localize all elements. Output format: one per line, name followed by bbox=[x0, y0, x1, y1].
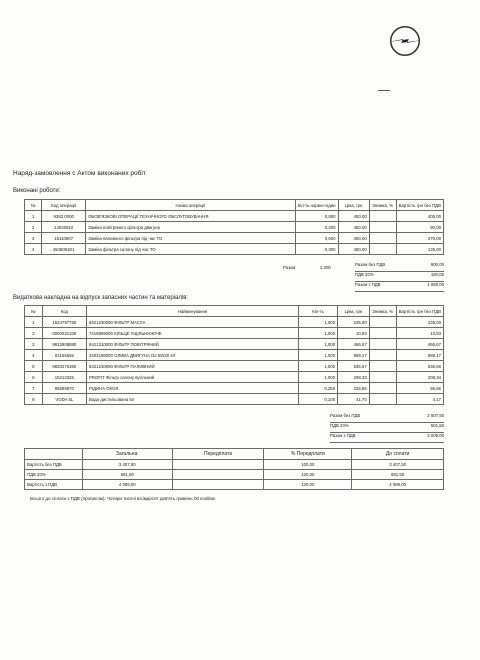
parts-cell: 208,34 bbox=[396, 372, 443, 383]
works-cell: 9383 0000 bbox=[42, 211, 86, 222]
parts-table bbox=[24, 305, 444, 405]
parts-cell: 1,000 bbox=[299, 328, 338, 339]
parts-cell: 8 bbox=[25, 394, 43, 405]
parts-total-value: 3 009,00 bbox=[402, 433, 444, 443]
summary-cell bbox=[172, 470, 264, 480]
parts-row bbox=[25, 361, 444, 372]
summary-cell: 4 089,00 bbox=[82, 480, 172, 490]
parts-header-cell: Знижка, % bbox=[369, 306, 396, 317]
parts-cell: РІДИНА ОХОЛ. bbox=[87, 383, 299, 394]
works-header-cell: Ціна, грн bbox=[338, 200, 369, 211]
works-cell: 2 bbox=[25, 222, 42, 233]
works-total-label: Разом з ПДВ bbox=[355, 282, 403, 292]
works-razom-hours: 2,000 bbox=[320, 265, 331, 270]
parts-cell: 6 bbox=[25, 372, 43, 383]
parts-row bbox=[25, 339, 444, 350]
summary-cell: 4 089,00 bbox=[352, 480, 444, 490]
parts-cell: 536,67 bbox=[338, 361, 370, 372]
works-cell: 4945091E1 bbox=[42, 244, 86, 255]
parts-cell: VODA 5L bbox=[42, 394, 86, 405]
parts-cell: 2 bbox=[25, 328, 43, 339]
parts-cell: 41,70 bbox=[338, 394, 370, 405]
parts-cell: 93165556 bbox=[42, 350, 86, 361]
parts-header-cell: Вартість грн без ПДВ bbox=[396, 306, 443, 317]
works-cell: Заміна повітряного фільтра двигуна bbox=[86, 222, 296, 233]
parts-cell: 536,66 bbox=[396, 361, 443, 372]
works-cell: 270,00 bbox=[396, 233, 443, 244]
parts-cell: 10,83 bbox=[396, 328, 443, 339]
parts-row bbox=[25, 394, 444, 405]
parts-cell bbox=[369, 350, 396, 361]
parts-total-label: Разом з ПДВ bbox=[330, 433, 402, 443]
works-cell bbox=[369, 244, 396, 255]
scan-mark bbox=[378, 90, 390, 91]
parts-cell: 0,250 bbox=[299, 383, 338, 394]
parts-row bbox=[25, 372, 444, 383]
parts-cell bbox=[369, 383, 396, 394]
parts-cell bbox=[369, 317, 396, 328]
parts-cell: 15212325 bbox=[42, 372, 86, 383]
parts-cell: 9820276380 bbox=[42, 361, 86, 372]
summary-cell: Вартість без ПДВ bbox=[25, 460, 83, 470]
parts-cell: 1 bbox=[25, 317, 43, 328]
parts-cell: 0000031336 bbox=[42, 328, 86, 339]
works-header-cell: Назва операції bbox=[86, 200, 296, 211]
works-header-cell: Вартість грн без ПДВ bbox=[396, 200, 443, 211]
works-heading: Виконані роботи: bbox=[13, 188, 61, 194]
parts-total-value: 501,50 bbox=[402, 423, 444, 433]
works-cell: 0,600 bbox=[295, 233, 338, 244]
works-cell: 405,00 bbox=[396, 211, 443, 222]
works-cell: 3 bbox=[25, 233, 42, 244]
parts-cell bbox=[369, 339, 396, 350]
works-cell: 15110907 bbox=[42, 233, 86, 244]
works-total-label: ПДВ 20% bbox=[355, 272, 403, 282]
parts-header-cell: № bbox=[25, 306, 43, 317]
parts-cell: 1,000 bbox=[299, 350, 338, 361]
works-cell: 450,00 bbox=[338, 211, 369, 222]
parts-row bbox=[25, 383, 444, 394]
summary-cell: Вартість з ПДВ bbox=[25, 480, 83, 490]
parts-total-value: 2 507,50 bbox=[402, 413, 444, 423]
works-razom-label: Разом bbox=[283, 265, 296, 270]
works-cell: 1 bbox=[25, 211, 42, 222]
parts-cell: 5 bbox=[25, 361, 43, 372]
works-cell: 135,00 bbox=[396, 244, 443, 255]
parts-cell: 8421230090 ФІЛЬТР МАСЛА bbox=[87, 317, 299, 328]
works-cell: 4 bbox=[25, 244, 42, 255]
parts-cell: 466,67 bbox=[396, 339, 443, 350]
parts-header-cell: Найменування bbox=[87, 306, 299, 317]
parts-cell: 989,17 bbox=[338, 350, 370, 361]
parts-cell: 7418999000 КІЛЬЦЕ УЩІЛЬНЮЮЧЕ bbox=[87, 328, 299, 339]
summary-header-cell bbox=[25, 449, 83, 460]
summary-cell bbox=[172, 480, 264, 490]
summary-cell: ПДВ 20% bbox=[25, 470, 83, 480]
parts-cell: 56,66 bbox=[396, 383, 443, 394]
parts-cell: 10,83 bbox=[338, 328, 370, 339]
works-cell: 450,00 bbox=[338, 233, 369, 244]
parts-heading: Видаткова накладна на відпуск запасних частин та матеріалів: bbox=[13, 295, 189, 301]
document-title: Наряд-замовлення с Актом виконаних робіт bbox=[13, 170, 146, 177]
parts-cell: 9813908880 bbox=[42, 339, 86, 350]
parts-cell: 0,100 bbox=[299, 394, 338, 405]
parts-cell: 8421310000 ФІЛЬТР ПОВІТРЯНИЙ bbox=[87, 339, 299, 350]
parts-cell: 1,000 bbox=[299, 372, 338, 383]
works-row bbox=[25, 222, 444, 233]
summary-header-cell: До сплати bbox=[352, 449, 444, 460]
parts-cell: 3 bbox=[25, 339, 43, 350]
parts-row bbox=[25, 317, 444, 328]
works-cell: 90,00 bbox=[396, 222, 443, 233]
works-cell: ОБОВ'ЯЗКОВІ ОПЕРАЦІЇ ТЕХНІЧНОГО ОБСЛУГОВУВАННЯ bbox=[86, 211, 296, 222]
works-cell: 0,900 bbox=[295, 211, 338, 222]
works-cell: 0,300 bbox=[295, 244, 338, 255]
parts-total-label: Разом без ПДВ bbox=[330, 413, 402, 423]
parts-cell: Вода дистильована 5л bbox=[87, 394, 299, 405]
parts-cell: 226,66 bbox=[338, 383, 370, 394]
works-total-label: Разом без ПДВ bbox=[355, 262, 403, 272]
parts-header-cell: Ціна, грн bbox=[338, 306, 370, 317]
works-cell bbox=[369, 211, 396, 222]
works-header-cell: Кіл-ть нормо-годин bbox=[295, 200, 338, 211]
parts-cell: 8421230090 ФІЛЬТР ПАЛИВНИЙ bbox=[87, 361, 299, 372]
parts-cell bbox=[369, 394, 396, 405]
works-cell: 450,00 bbox=[338, 222, 369, 233]
summary-row bbox=[25, 460, 444, 470]
summary-cell: 3 407,50 bbox=[352, 460, 444, 470]
summary-cell bbox=[172, 460, 264, 470]
parts-cell bbox=[369, 328, 396, 339]
parts-cell: 1,000 bbox=[299, 361, 338, 372]
parts-cell: PROFIT Фільтр салону вугільний bbox=[87, 372, 299, 383]
works-cell bbox=[369, 233, 396, 244]
summary-header-cell: % Передплати bbox=[264, 449, 352, 460]
parts-cell: 235,00 bbox=[396, 317, 443, 328]
works-cell: 14030910 bbox=[42, 222, 86, 233]
parts-cell: 208,33 bbox=[338, 372, 370, 383]
parts-cell: 1,000 bbox=[299, 317, 338, 328]
parts-total-label: ПДВ 20% bbox=[330, 423, 402, 433]
works-total-value: 180,00 bbox=[403, 272, 444, 282]
summary-cell: 100,00 bbox=[264, 460, 352, 470]
parts-cell: 4 bbox=[25, 350, 43, 361]
parts-row bbox=[25, 328, 444, 339]
summary-cell: 681,50 bbox=[352, 470, 444, 480]
works-row bbox=[25, 244, 444, 255]
works-cell: Заміна паливного фільтра під час ТО bbox=[86, 233, 296, 244]
parts-header-cell: Кіл-ть bbox=[299, 306, 338, 317]
works-header-cell: Знижка, % bbox=[369, 200, 396, 211]
works-total-value: 1 080,00 bbox=[403, 282, 444, 292]
parts-cell: 235,00 bbox=[338, 317, 370, 328]
parts-cell bbox=[369, 361, 396, 372]
parts-cell: 4,17 bbox=[396, 394, 443, 405]
summary-cell: 3 407,50 bbox=[82, 460, 172, 470]
summary-row bbox=[25, 470, 444, 480]
works-table bbox=[24, 199, 444, 255]
parts-cell: 989,17 bbox=[396, 350, 443, 361]
summary-cell: 100,00 bbox=[264, 480, 352, 490]
summary-row bbox=[25, 480, 444, 490]
parts-cell: 95599870 bbox=[42, 383, 86, 394]
total-in-words: Всього до сплати з ПДВ (прописом): Чотири тисячі вісімдесят дев'ять гривень 00 копійок bbox=[30, 496, 216, 501]
parts-cell bbox=[369, 372, 396, 383]
works-cell: Заміна фільтра салону під час ТО bbox=[86, 244, 296, 255]
summary-header-cell: Загальна: bbox=[82, 449, 172, 460]
summary-header-cell: Передплата bbox=[172, 449, 264, 460]
works-header-cell: № bbox=[25, 200, 42, 211]
parts-header-cell: Код bbox=[42, 306, 86, 317]
parts-cell: 7 bbox=[25, 383, 43, 394]
works-header-cell: Код операції bbox=[42, 200, 86, 211]
parts-cell: 1624797780 bbox=[42, 317, 86, 328]
parts-cell: 1,000 bbox=[299, 339, 338, 350]
works-cell: 0,200 bbox=[295, 222, 338, 233]
works-cell bbox=[369, 222, 396, 233]
works-total-value: 900,00 bbox=[403, 262, 444, 272]
parts-cell: 3403198000 ОЛИВА ДВИГУНА D2 5W30 4Л bbox=[87, 350, 299, 361]
works-cell: 450,00 bbox=[338, 244, 369, 255]
works-row bbox=[25, 233, 444, 244]
summary-cell: 681,50 bbox=[82, 470, 172, 480]
works-row bbox=[25, 211, 444, 222]
parts-cell: 466,67 bbox=[338, 339, 370, 350]
opel-logo-icon bbox=[386, 22, 424, 60]
parts-row bbox=[25, 350, 444, 361]
summary-table bbox=[24, 448, 444, 490]
summary-cell: 100,00 bbox=[264, 470, 352, 480]
